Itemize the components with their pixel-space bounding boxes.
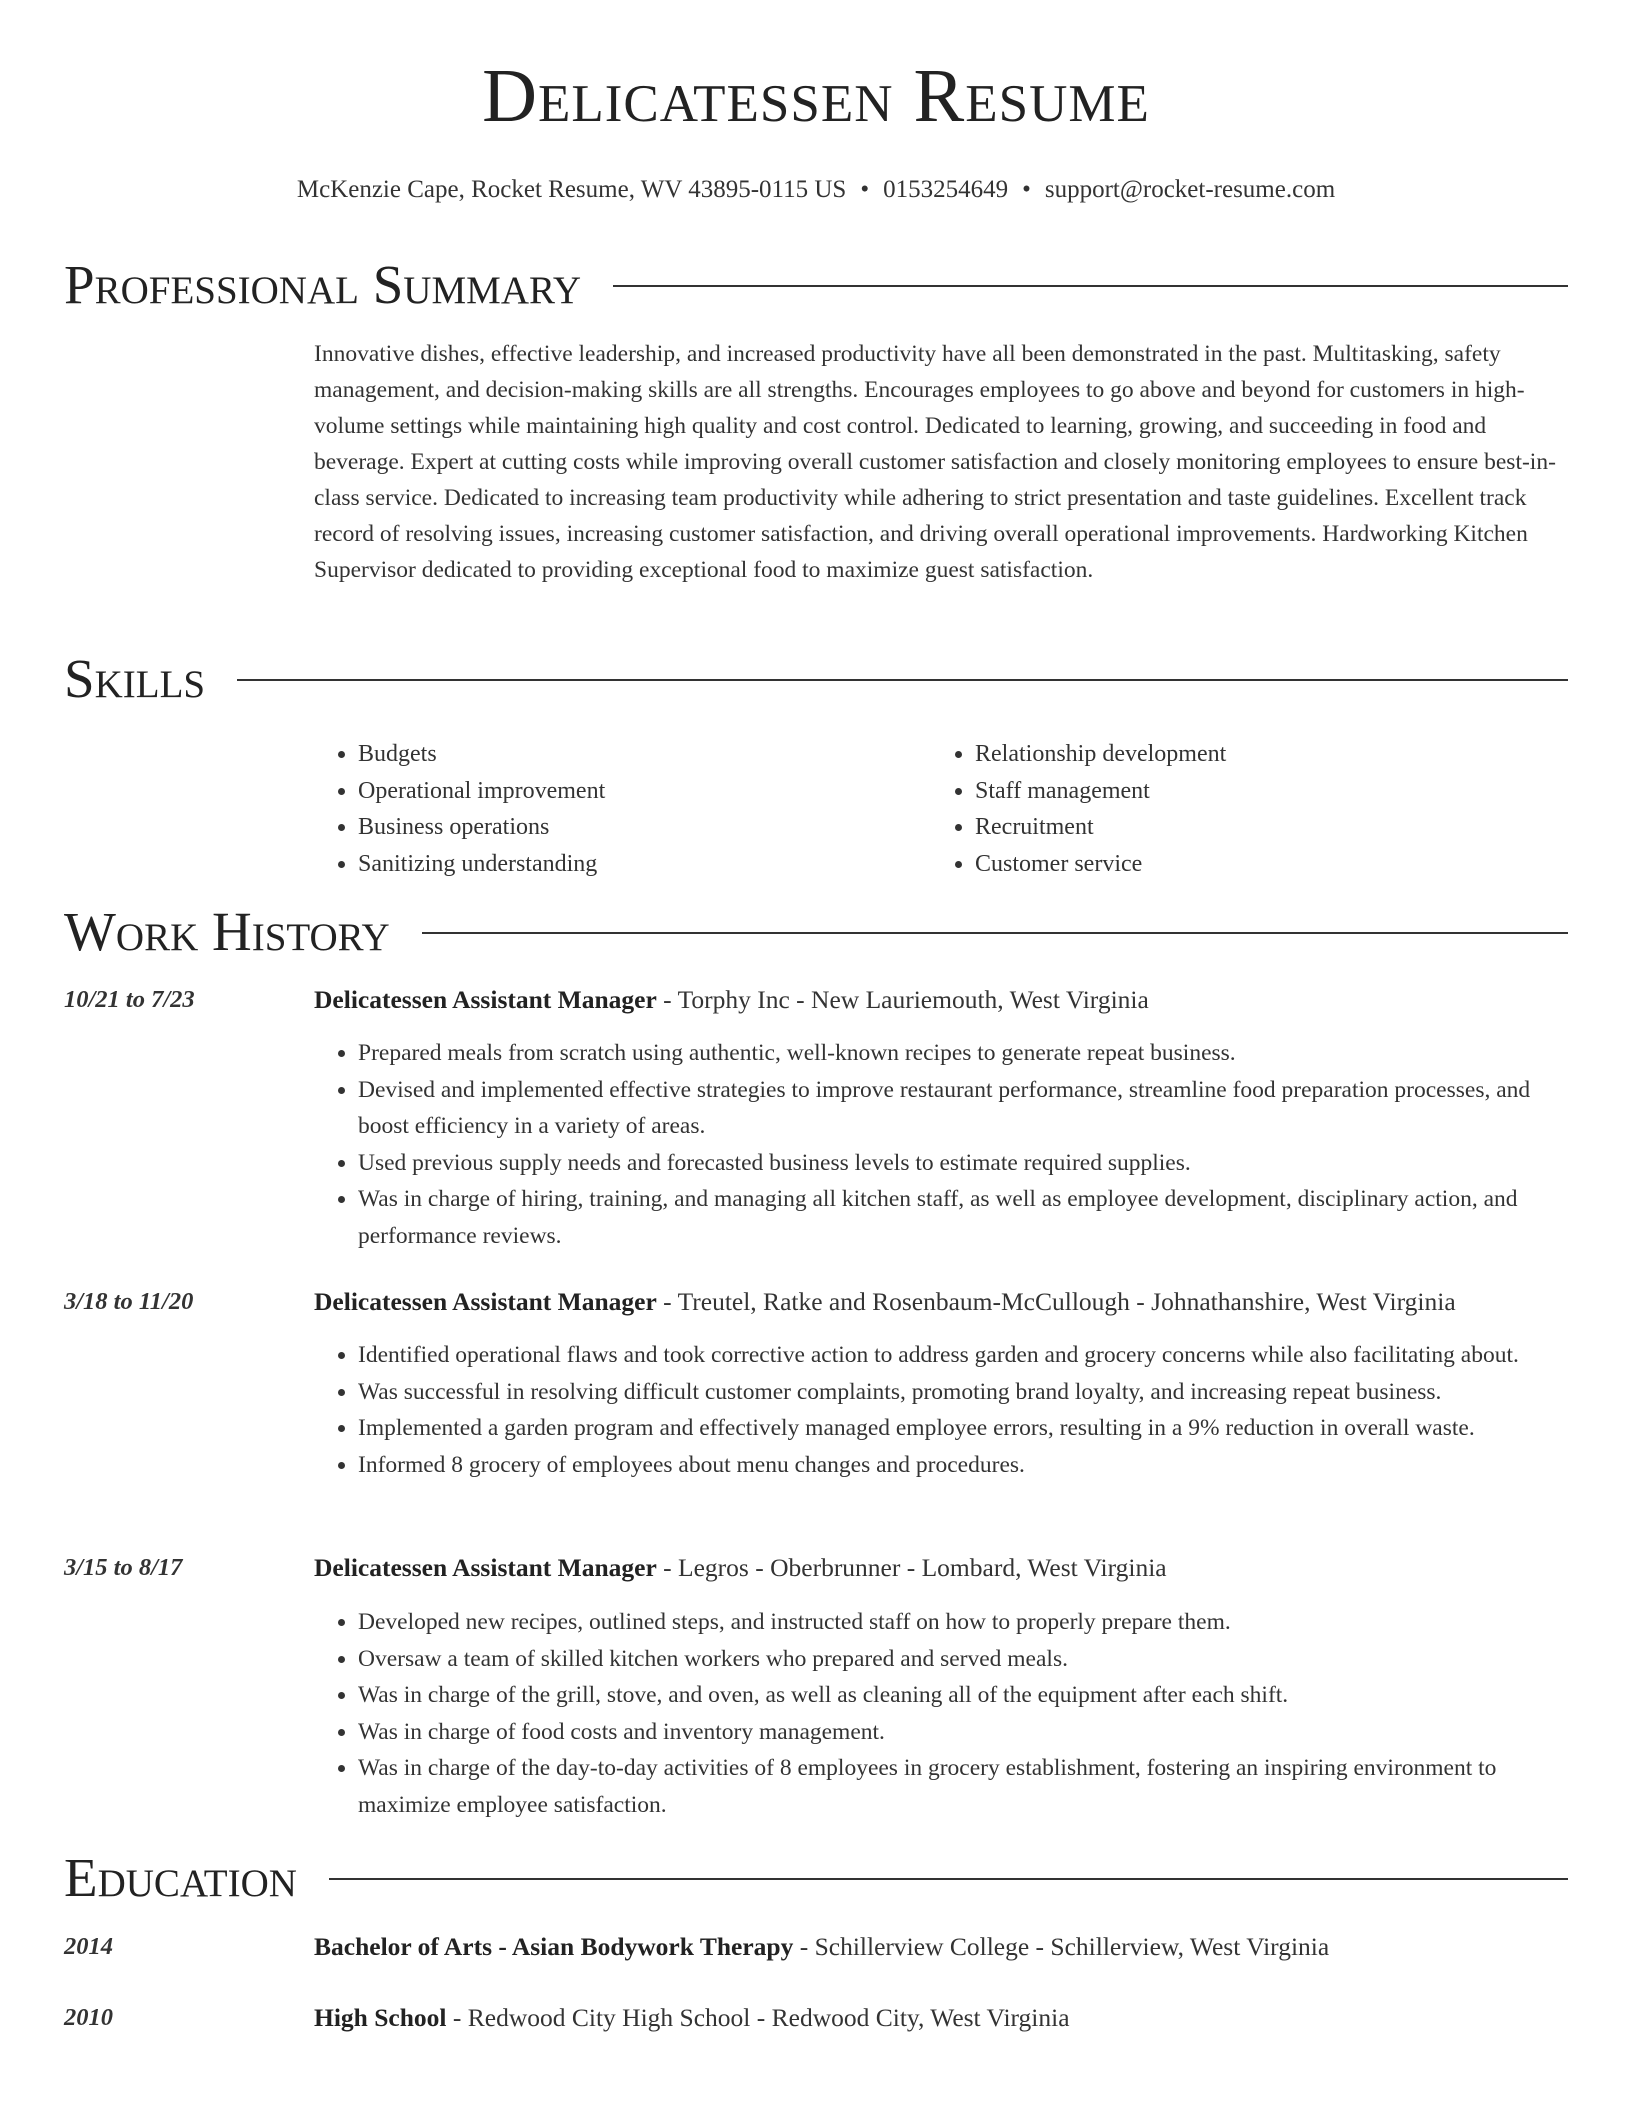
- section-divider: [422, 932, 1568, 934]
- job-employer: - Legros - Oberbrunner - Lombard, West Virginia: [656, 1553, 1167, 1582]
- summary-heading: Professional Summary: [64, 253, 582, 315]
- skills-heading: Skills: [64, 647, 206, 709]
- job-heading: [314, 1284, 1574, 1320]
- job-duty: • Oversaw a team of skilled kitchen workers who prepared and served meals.: [358, 1641, 1564, 1678]
- job-duties: [314, 1035, 1564, 1254]
- job-duty: • Informed 8 grocery of employees about menu changes and procedures.: [358, 1447, 1564, 1484]
- skill-item: • Customer service: [975, 846, 1548, 883]
- skills-column-right: [931, 736, 1548, 882]
- contact-phone: 0153254649: [883, 176, 1009, 203]
- job-duty: • Prepared meals from scratch using authentic, well-known recipes to generate repeat business.: [358, 1035, 1564, 1072]
- education-year: 2014: [64, 1933, 113, 1960]
- education-year: 2010: [64, 2004, 113, 2031]
- job-duties: [314, 1604, 1564, 1823]
- job-duties: [314, 1337, 1564, 1483]
- job-role: Delicatessen Assistant Manager: [314, 1553, 657, 1582]
- job-role: Delicatessen Assistant Manager: [314, 1287, 657, 1316]
- job-heading: [314, 1550, 1574, 1586]
- education-degree: High School: [314, 2003, 447, 2032]
- summary-text: Innovative dishes, effective leadership, and increased productivity have all been demonstrated in the past. Multitasking, safety management, and decision-making skills are all strengths. Encourages employees to go above and beyond for customers in high-volume settings while maintaining high quality and cost control. Dedicated to learning, growing, and succeeding in food and beverage. Expert at cutting costs while improving overall customer satisfaction and closely monitoring employees to ensure best-in-class service. Dedicated to increasing team productivity while adhering to strict presentation and taste guidelines. Excellent track record of resolving issues, increasing customer satisfaction, and driving overall operational improvements. Hardworking Kitchen Supervisor dedicated to providing exceptional food to maximize guest satisfaction.: [314, 341, 1556, 583]
- skill-item: • Budgets: [358, 736, 931, 773]
- contact-line: [0, 175, 1632, 205]
- job-duty: • Used previous supply needs and forecasted business levels to estimate required supplies.: [358, 1145, 1564, 1182]
- job-heading: [314, 982, 1574, 1018]
- education-entry: [314, 1929, 1574, 1965]
- skill-item: • Operational improvement: [358, 773, 931, 810]
- skills-section-header: [64, 648, 1568, 708]
- skill-item: • Staff management: [975, 773, 1548, 810]
- job-dates: 10/21 to 7/23: [64, 986, 195, 1013]
- job-dates: 3/15 to 8/17: [64, 1554, 183, 1581]
- job-duty: • Developed new recipes, outlined steps, and instructed staff on how to properly prepare them.: [358, 1604, 1564, 1641]
- section-divider: [329, 1878, 1568, 1880]
- section-divider: [613, 285, 1568, 287]
- job-duty: • Was in charge of the grill, stove, and oven, as well as cleaning all of the equipment after each shift.: [358, 1677, 1564, 1714]
- education-heading: Education: [64, 1846, 297, 1908]
- skill-item: • Business operations: [358, 809, 931, 846]
- job-duty: • Devised and implemented effective strategies to improve restaurant performance, streamline food preparation processes, and boost efficiency in a variety of areas.: [358, 1072, 1564, 1145]
- summary-section-header: [64, 254, 1568, 314]
- education-degree: Bachelor of Arts - Asian Bodywork Therapy: [314, 1932, 794, 1961]
- resume-title: Delicatessen Resume: [482, 54, 1150, 138]
- job-duty: • Was successful in resolving difficult customer complaints, promoting brand loyalty, and increasing repeat business.: [358, 1374, 1564, 1411]
- work-section-header: [64, 901, 1568, 961]
- job-employer: - Torphy Inc - New Lauriemouth, West Virginia: [656, 985, 1149, 1014]
- contact-separator: •: [860, 176, 870, 203]
- job-role: Delicatessen Assistant Manager: [314, 985, 657, 1014]
- contact-address: McKenzie Cape, Rocket Resume, WV 43895-0115 US: [296, 176, 847, 203]
- job-duty: • Identified operational flaws and took corrective action to address garden and grocery concerns while also facilitating about.: [358, 1337, 1564, 1374]
- job-employer: - Treutel, Ratke and Rosenbaum-McCullough - Johnathanshire, West Virginia: [656, 1287, 1456, 1316]
- contact-separator: •: [1022, 176, 1031, 203]
- job-duty: • Was in charge of food costs and inventory management.: [358, 1714, 1564, 1751]
- education-school: - Schillerview College - Schillerview, West Virginia: [793, 1932, 1330, 1961]
- education-section-header: [64, 1847, 1568, 1907]
- skills-column-left: [314, 736, 931, 882]
- education-entry: [314, 2000, 1574, 2036]
- work-heading: Work History: [64, 900, 390, 962]
- skill-item: • Sanitizing understanding: [358, 846, 931, 883]
- education-school: - Redwood City High School - Redwood City, West Virginia: [446, 2003, 1070, 2032]
- job-dates: 3/18 to 11/20: [64, 1288, 194, 1315]
- contact-email: support@rocket-resume.com: [1044, 176, 1336, 203]
- job-duty: • Was in charge of the day-to-day activities of 8 employees in grocery establishment, fostering an inspiring environment to maximize employee satisfaction.: [358, 1750, 1564, 1823]
- job-duty: • Was in charge of hiring, training, and managing all kitchen staff, as well as employee development, disciplinary action, and performance reviews.: [358, 1181, 1564, 1254]
- skills-list: [314, 736, 1564, 882]
- skill-item: • Relationship development: [975, 736, 1548, 773]
- skill-item: • Recruitment: [975, 809, 1548, 846]
- job-duty: • Implemented a garden program and effectively managed employee errors, resulting in a 9% reduction in overall waste.: [358, 1410, 1564, 1447]
- section-divider: [237, 679, 1568, 681]
